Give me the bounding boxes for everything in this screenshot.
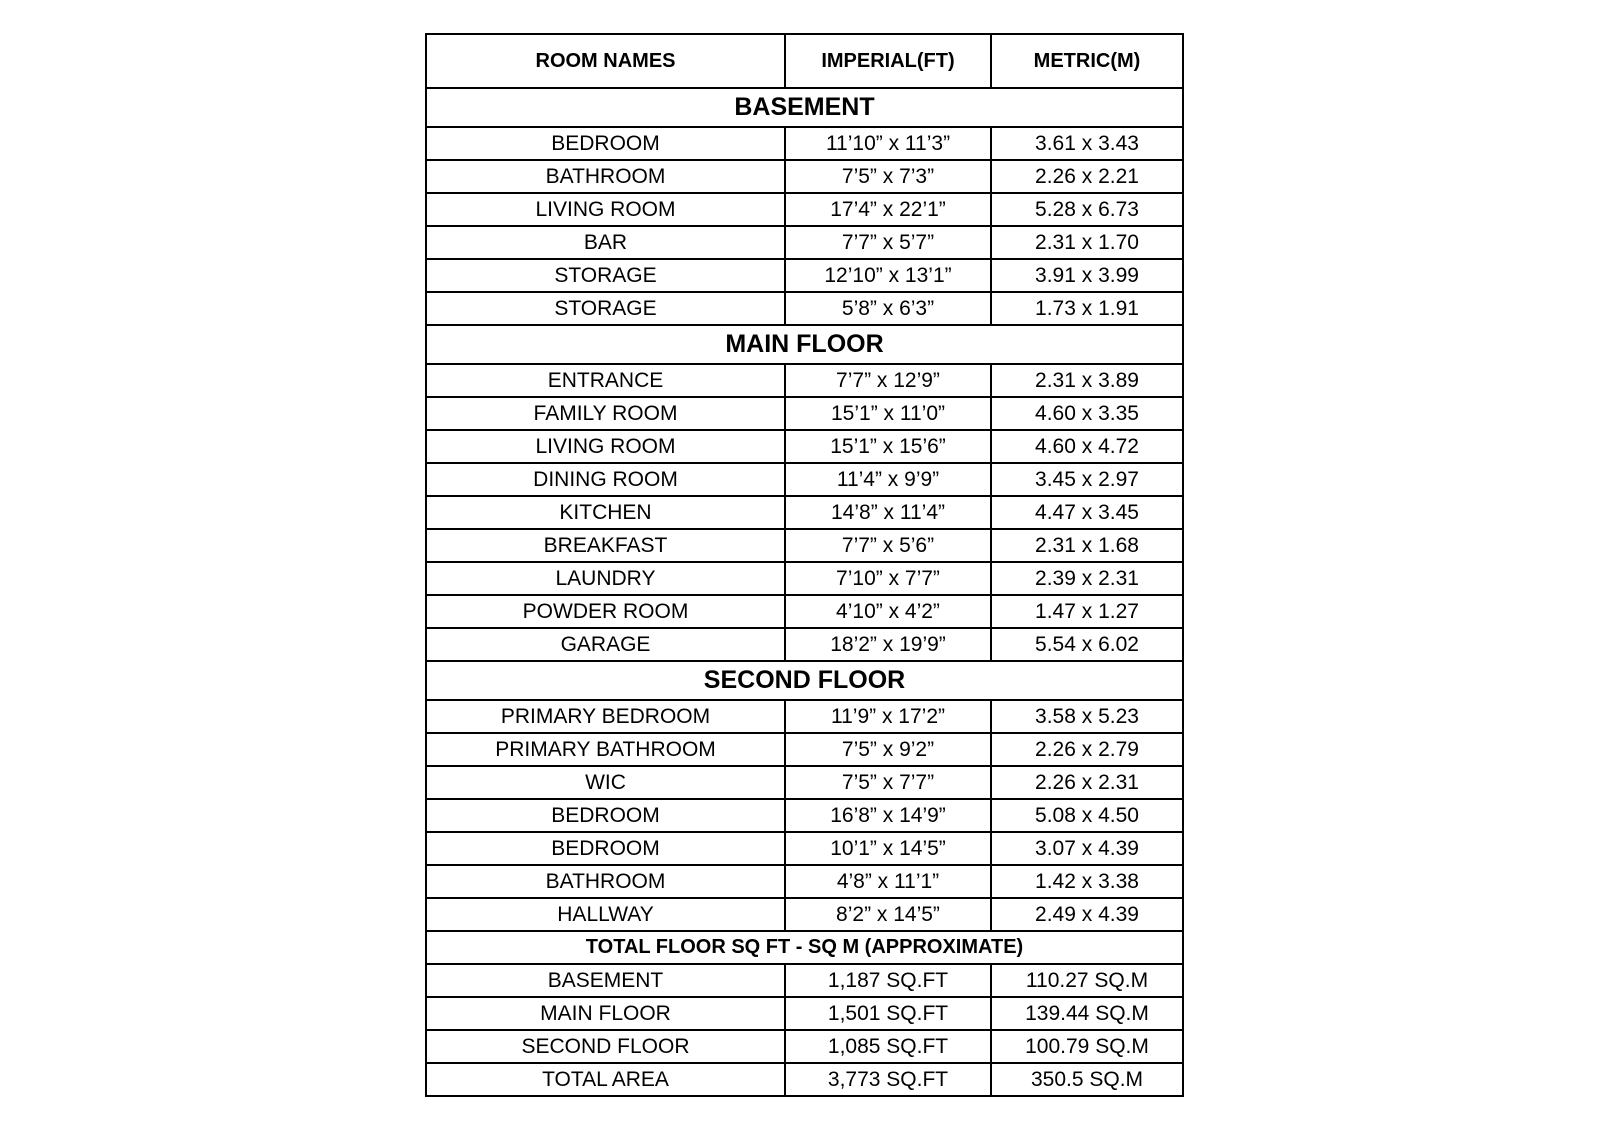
header-imperial: IMPERIAL(FT) — [785, 34, 991, 88]
table-row — [426, 865, 1183, 898]
metric-dimension-cell: 1.73 x 1.91 — [991, 292, 1183, 325]
table-row — [426, 733, 1183, 766]
room-name-cell: HALLWAY — [426, 898, 785, 931]
table-row — [426, 226, 1183, 259]
imperial-dimension-cell: 11’10” x 11’3” — [785, 127, 991, 160]
imperial-dimension-cell: 16’8” x 14’9” — [785, 799, 991, 832]
metric-dimension-cell: 2.26 x 2.31 — [991, 766, 1183, 799]
room-name-cell: KITCHEN — [426, 496, 785, 529]
metric-dimension-cell: 3.58 x 5.23 — [991, 700, 1183, 733]
room-name-cell: STORAGE — [426, 292, 785, 325]
imperial-dimension-cell: 1,501 SQ.FT — [785, 997, 991, 1030]
imperial-dimension-cell: 7’5” x 7’7” — [785, 766, 991, 799]
table-row — [426, 898, 1183, 931]
imperial-dimension-cell: 4’8” x 11’1” — [785, 865, 991, 898]
table-row — [426, 997, 1183, 1030]
metric-dimension-cell: 2.31 x 1.68 — [991, 529, 1183, 562]
imperial-dimension-cell: 1,085 SQ.FT — [785, 1030, 991, 1063]
section-title: BASEMENT — [426, 88, 1183, 127]
metric-dimension-cell: 100.79 SQ.M — [991, 1030, 1183, 1063]
room-dimensions-sheet — [425, 33, 1182, 1097]
table-row — [426, 496, 1183, 529]
room-name-cell: POWDER ROOM — [426, 595, 785, 628]
imperial-dimension-cell: 11’4” x 9’9” — [785, 463, 991, 496]
metric-dimension-cell: 139.44 SQ.M — [991, 997, 1183, 1030]
table-body — [426, 88, 1183, 1096]
room-name-cell: PRIMARY BATHROOM — [426, 733, 785, 766]
imperial-dimension-cell: 12’10” x 13’1” — [785, 259, 991, 292]
table-row — [426, 964, 1183, 997]
section-row — [426, 325, 1183, 364]
room-name-cell: BEDROOM — [426, 127, 785, 160]
table-row — [426, 529, 1183, 562]
imperial-dimension-cell: 15’1” x 15’6” — [785, 430, 991, 463]
metric-dimension-cell: 3.91 x 3.99 — [991, 259, 1183, 292]
section-title: SECOND FLOOR — [426, 661, 1183, 700]
imperial-dimension-cell: 18’2” x 19’9” — [785, 628, 991, 661]
table-row — [426, 766, 1183, 799]
table-row — [426, 700, 1183, 733]
table-row — [426, 799, 1183, 832]
section-row — [426, 88, 1183, 127]
table-row — [426, 292, 1183, 325]
imperial-dimension-cell: 3,773 SQ.FT — [785, 1063, 991, 1096]
table-row — [426, 127, 1183, 160]
metric-dimension-cell: 3.61 x 3.43 — [991, 127, 1183, 160]
metric-dimension-cell: 3.45 x 2.97 — [991, 463, 1183, 496]
section-title: MAIN FLOOR — [426, 325, 1183, 364]
room-name-cell: FAMILY ROOM — [426, 397, 785, 430]
header-metric: METRIC(M) — [991, 34, 1183, 88]
room-name-cell: LIVING ROOM — [426, 193, 785, 226]
room-name-cell: LAUNDRY — [426, 562, 785, 595]
imperial-dimension-cell: 17’4” x 22’1” — [785, 193, 991, 226]
metric-dimension-cell: 3.07 x 4.39 — [991, 832, 1183, 865]
metric-dimension-cell: 2.26 x 2.21 — [991, 160, 1183, 193]
imperial-dimension-cell: 5’8” x 6’3” — [785, 292, 991, 325]
imperial-dimension-cell: 15’1” x 11’0” — [785, 397, 991, 430]
room-name-cell: BATHROOM — [426, 160, 785, 193]
table-row — [426, 1030, 1183, 1063]
metric-dimension-cell: 350.5 SQ.M — [991, 1063, 1183, 1096]
imperial-dimension-cell: 7’7” x 12’9” — [785, 364, 991, 397]
section-row — [426, 661, 1183, 700]
table-row — [426, 463, 1183, 496]
metric-dimension-cell: 2.31 x 3.89 — [991, 364, 1183, 397]
imperial-dimension-cell: 1,187 SQ.FT — [785, 964, 991, 997]
section-title: TOTAL FLOOR SQ FT - SQ M (APPROXIMATE) — [426, 931, 1183, 964]
room-name-cell: STORAGE — [426, 259, 785, 292]
room-name-cell: SECOND FLOOR — [426, 1030, 785, 1063]
imperial-dimension-cell: 11’9” x 17’2” — [785, 700, 991, 733]
imperial-dimension-cell: 7’7” x 5’7” — [785, 226, 991, 259]
table-row — [426, 364, 1183, 397]
section-row — [426, 931, 1183, 964]
room-name-cell: ENTRANCE — [426, 364, 785, 397]
metric-dimension-cell: 1.42 x 3.38 — [991, 865, 1183, 898]
room-name-cell: BEDROOM — [426, 832, 785, 865]
metric-dimension-cell: 5.08 x 4.50 — [991, 799, 1183, 832]
imperial-dimension-cell: 7’10” x 7’7” — [785, 562, 991, 595]
metric-dimension-cell: 2.49 x 4.39 — [991, 898, 1183, 931]
room-name-cell: BATHROOM — [426, 865, 785, 898]
room-name-cell: MAIN FLOOR — [426, 997, 785, 1030]
imperial-dimension-cell: 8’2” x 14’5” — [785, 898, 991, 931]
table-row — [426, 1063, 1183, 1096]
metric-dimension-cell: 2.39 x 2.31 — [991, 562, 1183, 595]
table-row — [426, 562, 1183, 595]
room-name-cell: WIC — [426, 766, 785, 799]
imperial-dimension-cell: 7’5” x 9’2” — [785, 733, 991, 766]
room-name-cell: TOTAL AREA — [426, 1063, 785, 1096]
imperial-dimension-cell: 10’1” x 14’5” — [785, 832, 991, 865]
metric-dimension-cell: 5.54 x 6.02 — [991, 628, 1183, 661]
table-row — [426, 430, 1183, 463]
table-row — [426, 397, 1183, 430]
header-room-names: ROOM NAMES — [426, 34, 785, 88]
table-row — [426, 628, 1183, 661]
metric-dimension-cell: 1.47 x 1.27 — [991, 595, 1183, 628]
imperial-dimension-cell: 4’10” x 4’2” — [785, 595, 991, 628]
table-row — [426, 193, 1183, 226]
table-row — [426, 832, 1183, 865]
room-name-cell: DINING ROOM — [426, 463, 785, 496]
room-name-cell: BEDROOM — [426, 799, 785, 832]
table-row — [426, 160, 1183, 193]
room-name-cell: PRIMARY BEDROOM — [426, 700, 785, 733]
imperial-dimension-cell: 7’5” x 7’3” — [785, 160, 991, 193]
metric-dimension-cell: 110.27 SQ.M — [991, 964, 1183, 997]
room-name-cell: BAR — [426, 226, 785, 259]
metric-dimension-cell: 2.26 x 2.79 — [991, 733, 1183, 766]
table-row — [426, 259, 1183, 292]
room-name-cell: GARAGE — [426, 628, 785, 661]
table-row — [426, 595, 1183, 628]
room-dimensions-table — [425, 33, 1184, 1097]
metric-dimension-cell: 4.47 x 3.45 — [991, 496, 1183, 529]
metric-dimension-cell: 5.28 x 6.73 — [991, 193, 1183, 226]
metric-dimension-cell: 2.31 x 1.70 — [991, 226, 1183, 259]
room-name-cell: LIVING ROOM — [426, 430, 785, 463]
imperial-dimension-cell: 7’7” x 5’6” — [785, 529, 991, 562]
imperial-dimension-cell: 14’8” x 11’4” — [785, 496, 991, 529]
metric-dimension-cell: 4.60 x 3.35 — [991, 397, 1183, 430]
room-name-cell: BREAKFAST — [426, 529, 785, 562]
room-name-cell: BASEMENT — [426, 964, 785, 997]
table-header-row — [426, 34, 1183, 88]
metric-dimension-cell: 4.60 x 4.72 — [991, 430, 1183, 463]
